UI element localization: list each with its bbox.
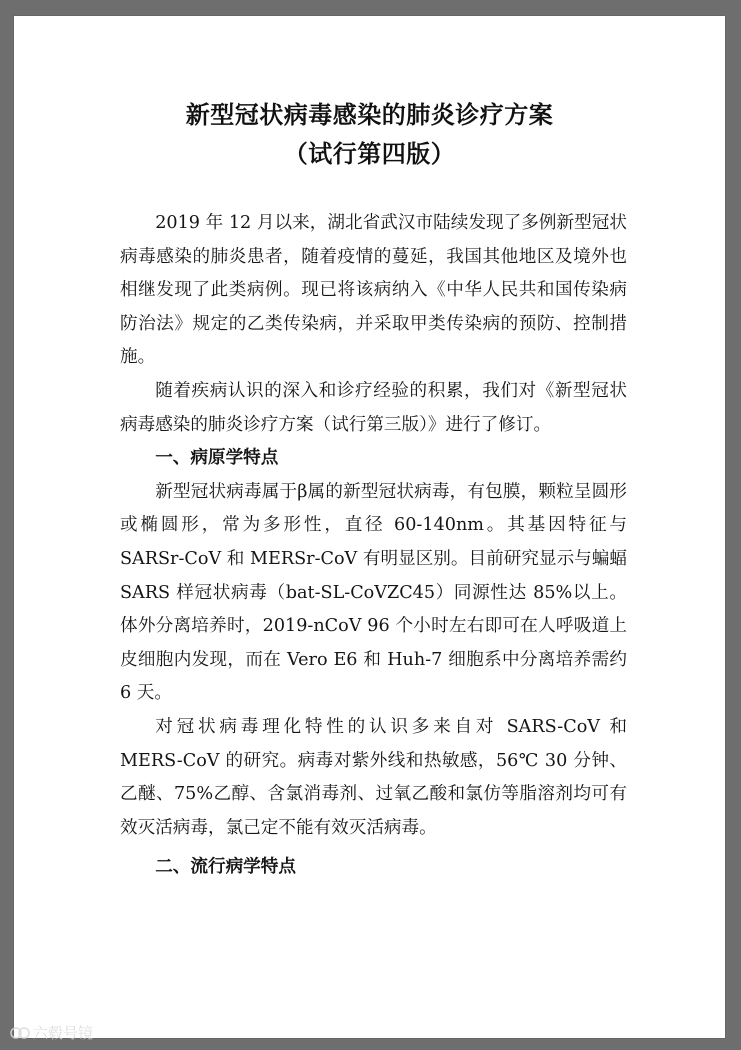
watermark-text: 六毂号镜: [33, 1024, 94, 1042]
document-body: [120, 207, 627, 885]
section-heading-etiology: 一、病原学特点: [155, 448, 279, 469]
etiology-paragraph-2: 对冠状病毒理化特性的认识多来自对 SARS-CoV 和 MERS-CoV 的研究。病毒对紫外线和热敏感，56℃ 30 分钟、乙醚、75%乙醇、含氯消毒剂、过氧乙酸和氯仿等脂溶剂均可有效灭活病毒，氯己定不能有效灭活病毒。: [120, 716, 627, 838]
document-page: [14, 16, 725, 1038]
intro-paragraph-1: 2019 年 12 月以来，湖北省武汉市陆续发现了多例新型冠状病毒感染的肺炎患者，随着疫情的蔓延，我国其他地区及境外也相继发现了此类病例。现已将该病纳入《中华人民共和国传染病防治法》规定的乙类传染病，并采取甲类传染病的预防、控制措施。: [120, 213, 627, 368]
document-subtitle: （试行第四版）: [283, 140, 456, 168]
watermark: [10, 1022, 93, 1043]
document-title: 新型冠状病毒感染的肺炎诊疗方案: [185, 101, 554, 129]
section-heading-epidemiology: 二、流行病学特点: [155, 857, 296, 878]
intro-paragraph-2: 随着疾病认识的深入和诊疗经验的积累，我们对《新型冠状病毒感染的肺炎诊疗方案（试行第三版）》进行了修订。: [120, 380, 627, 435]
etiology-paragraph-1: 新型冠状病毒属于β属的新型冠状病毒，有包膜，颗粒呈圆形或椭圆形，常为多形性，直径 60-140nm。其基因特征与 SARSr-CoV 和 MERSr-CoV 有明显区别。目前研究显示与蝙蝠 SARS 样冠状病毒（bat-SL-CoVZC45）同源性达 85%以上。体外分离培养时，2019-nCoV 96 个小时左右即可在人呼吸道上皮细胞内发现，而在 Vero E6 和 Huh-7 细胞系中分离培养需约 6 天。: [120, 481, 627, 704]
watermark-logo-icon: [10, 1026, 30, 1040]
